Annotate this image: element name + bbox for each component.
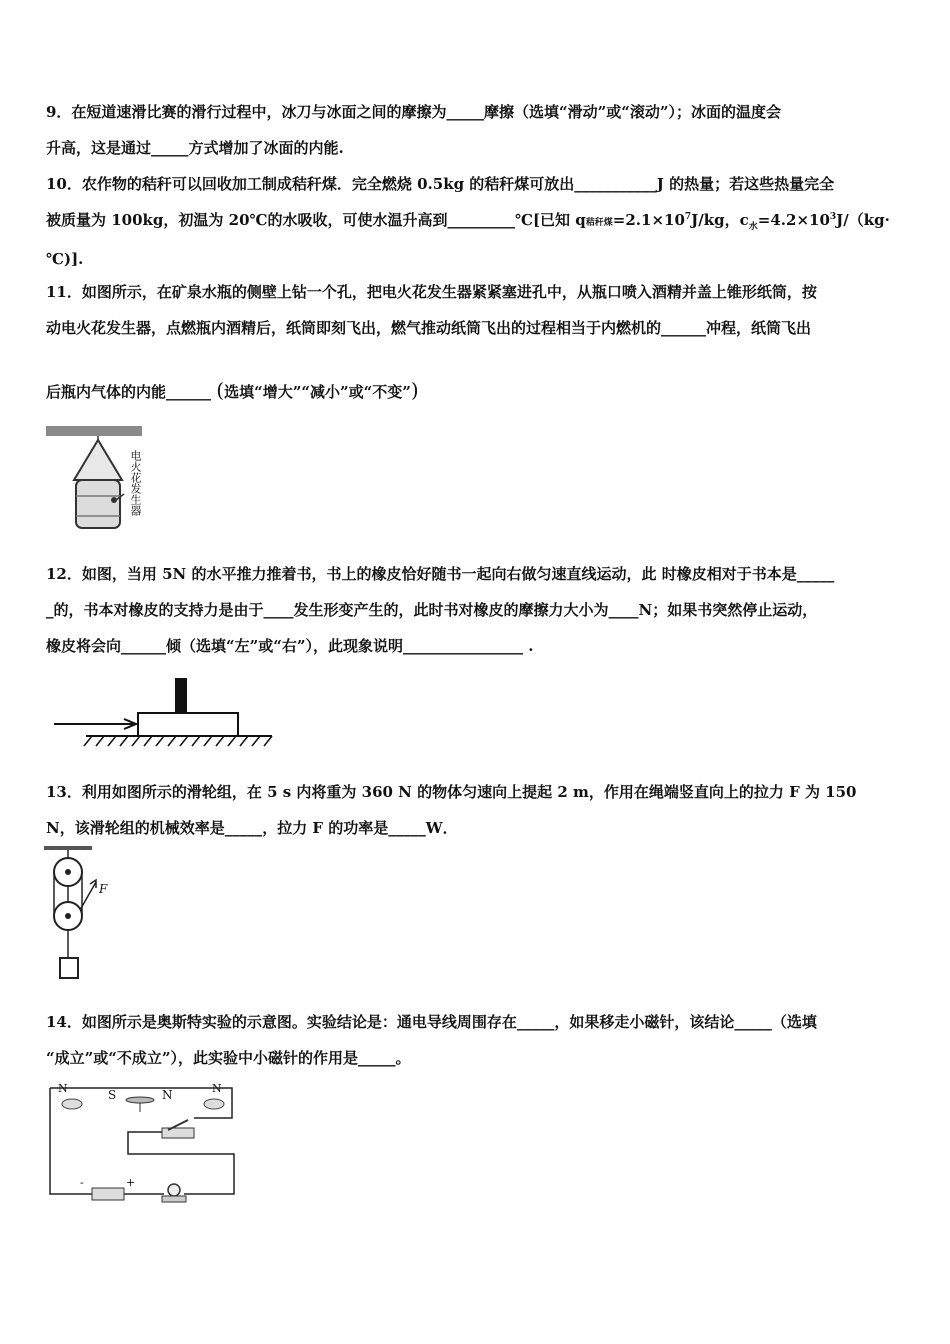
q11-line-2: 动电火花发生器，点燃瓶内酒精后，纸筒即刻飞出，燃气推动纸筒飞出的过程相当于内燃机的______冲程，纸筒飞出	[46, 319, 812, 337]
q10-line-3: ℃)].	[46, 250, 84, 268]
ceiling-bar	[46, 426, 142, 436]
battery-plus-label: +	[126, 1176, 136, 1189]
weight-block	[60, 958, 78, 978]
q10-sup-2: 3	[829, 212, 837, 222]
q13-line-1: 13．利用如图所示的滑轮组，在 5 s 内将重为 360 N 的物体匀速向上提起 2 m，作用在绳端竖直向上的拉力 F 为 150	[46, 783, 857, 801]
compass-left-n-label: N	[58, 1082, 68, 1095]
figure-bottle	[46, 424, 146, 540]
q10-line-1: 10．农作物的秸秆可以回收加工制成秸秆煤．完全燃烧 0.5kg 的秸秆煤可放出___________J 的热量；若这些热量完全	[46, 175, 835, 193]
spark-generator-label: 电火花发生器	[129, 450, 142, 516]
paper-cone	[74, 440, 122, 480]
q11-open-paren: (	[216, 378, 225, 402]
eraser	[175, 678, 187, 713]
wire-right	[128, 1132, 234, 1194]
battery	[92, 1188, 124, 1200]
q11-line-3: 后瓶内气体的内能______	[46, 383, 212, 401]
compass-right-n-label: N	[212, 1082, 222, 1095]
question-13	[46, 774, 906, 846]
book	[138, 713, 238, 736]
q10-sub-2: 水	[748, 222, 758, 232]
compass-right	[204, 1099, 224, 1109]
q11-paren-text: 选填“增大”“减小”或“不变”	[224, 383, 411, 401]
q14-line-1: 14．如图所示是奥斯特实验的示意图。实验结论是：通电导线周围存在_____，如果移走小磁针，该结论_____（选填	[46, 1013, 817, 1031]
moving-pulley-hub	[65, 913, 71, 919]
figure-pulley	[44, 846, 114, 982]
q10-text-b: =2.1×10	[612, 211, 685, 229]
ground-hatching	[84, 736, 272, 746]
q10-text-a: 被质量为 100kg，初温为 20℃的水吸收，可使水温升高到_________℃[已知 q	[46, 211, 586, 229]
bulb-base	[162, 1196, 186, 1202]
q14-line-2: “成立”或“不成立”），此实验中小磁针的作用是_____。	[46, 1049, 411, 1067]
question-11	[46, 274, 906, 346]
q12-line-3: 橡皮将会向______倾（选填“左”或“右”），此现象说明________________ .	[46, 637, 534, 655]
question-12	[46, 556, 906, 664]
magnetic-needle	[126, 1097, 154, 1103]
q9-line-1: 9．在短道速滑比赛的滑行过程中，冰刀与冰面之间的摩擦为_____摩擦（选填“滑动”或“滚动”）；冰面的温度会	[46, 103, 781, 121]
oersted-svg	[44, 1078, 244, 1208]
force-label: F	[99, 882, 108, 896]
pulley-svg	[44, 846, 114, 982]
q11-close-paren: )	[410, 378, 419, 402]
q12-line-1: 12．如图，当用 5N 的水平推力推着书，书上的橡皮恰好随书一起向右做匀速直线运动，此 时橡皮相对于书本是_____	[46, 565, 835, 583]
needle-n-label: N	[162, 1088, 173, 1102]
q11-line-1: 11．如图所示，在矿泉水瓶的侧壁上钻一个孔，把电火花发生器紧紧塞进孔中，从瓶口喷入酒精并盖上锥形纸筒，按	[46, 283, 817, 301]
q12-line-2: _的，书本对橡皮的支持力是由于____发生形变产生的，此时书对橡皮的摩擦力大小为____N；如果书突然停止运动，	[46, 601, 818, 619]
fixed-pulley-hub	[65, 869, 71, 875]
compass-left	[62, 1099, 82, 1109]
question-14	[46, 1004, 906, 1076]
figure-book	[50, 676, 275, 748]
q13-line-2: N，该滑轮组的机械效率是_____，拉力 F 的功率是_____W．	[46, 819, 458, 837]
battery-minus-label: -	[80, 1176, 84, 1189]
q10-text-e: J/（kg·	[836, 211, 890, 229]
q10-sup-1: 7	[684, 212, 692, 222]
q10-text-c: J/kg，c	[691, 211, 749, 229]
q10-sub-1: 秸秆煤	[585, 218, 613, 228]
bulb	[168, 1184, 180, 1196]
q11-line-3-wrap	[46, 372, 906, 410]
q10-text-d: =4.2×10	[757, 211, 830, 229]
question-9	[46, 94, 906, 166]
bottle-body	[76, 480, 120, 528]
book-svg	[50, 676, 275, 748]
figure-oersted	[44, 1078, 244, 1208]
q10-line-2	[46, 202, 906, 241]
switch-base	[162, 1128, 194, 1138]
question-10	[46, 166, 906, 277]
needle-s-label: S	[108, 1088, 117, 1102]
q9-line-2: 升高，这是通过_____方式增加了冰面的内能.	[46, 139, 344, 157]
